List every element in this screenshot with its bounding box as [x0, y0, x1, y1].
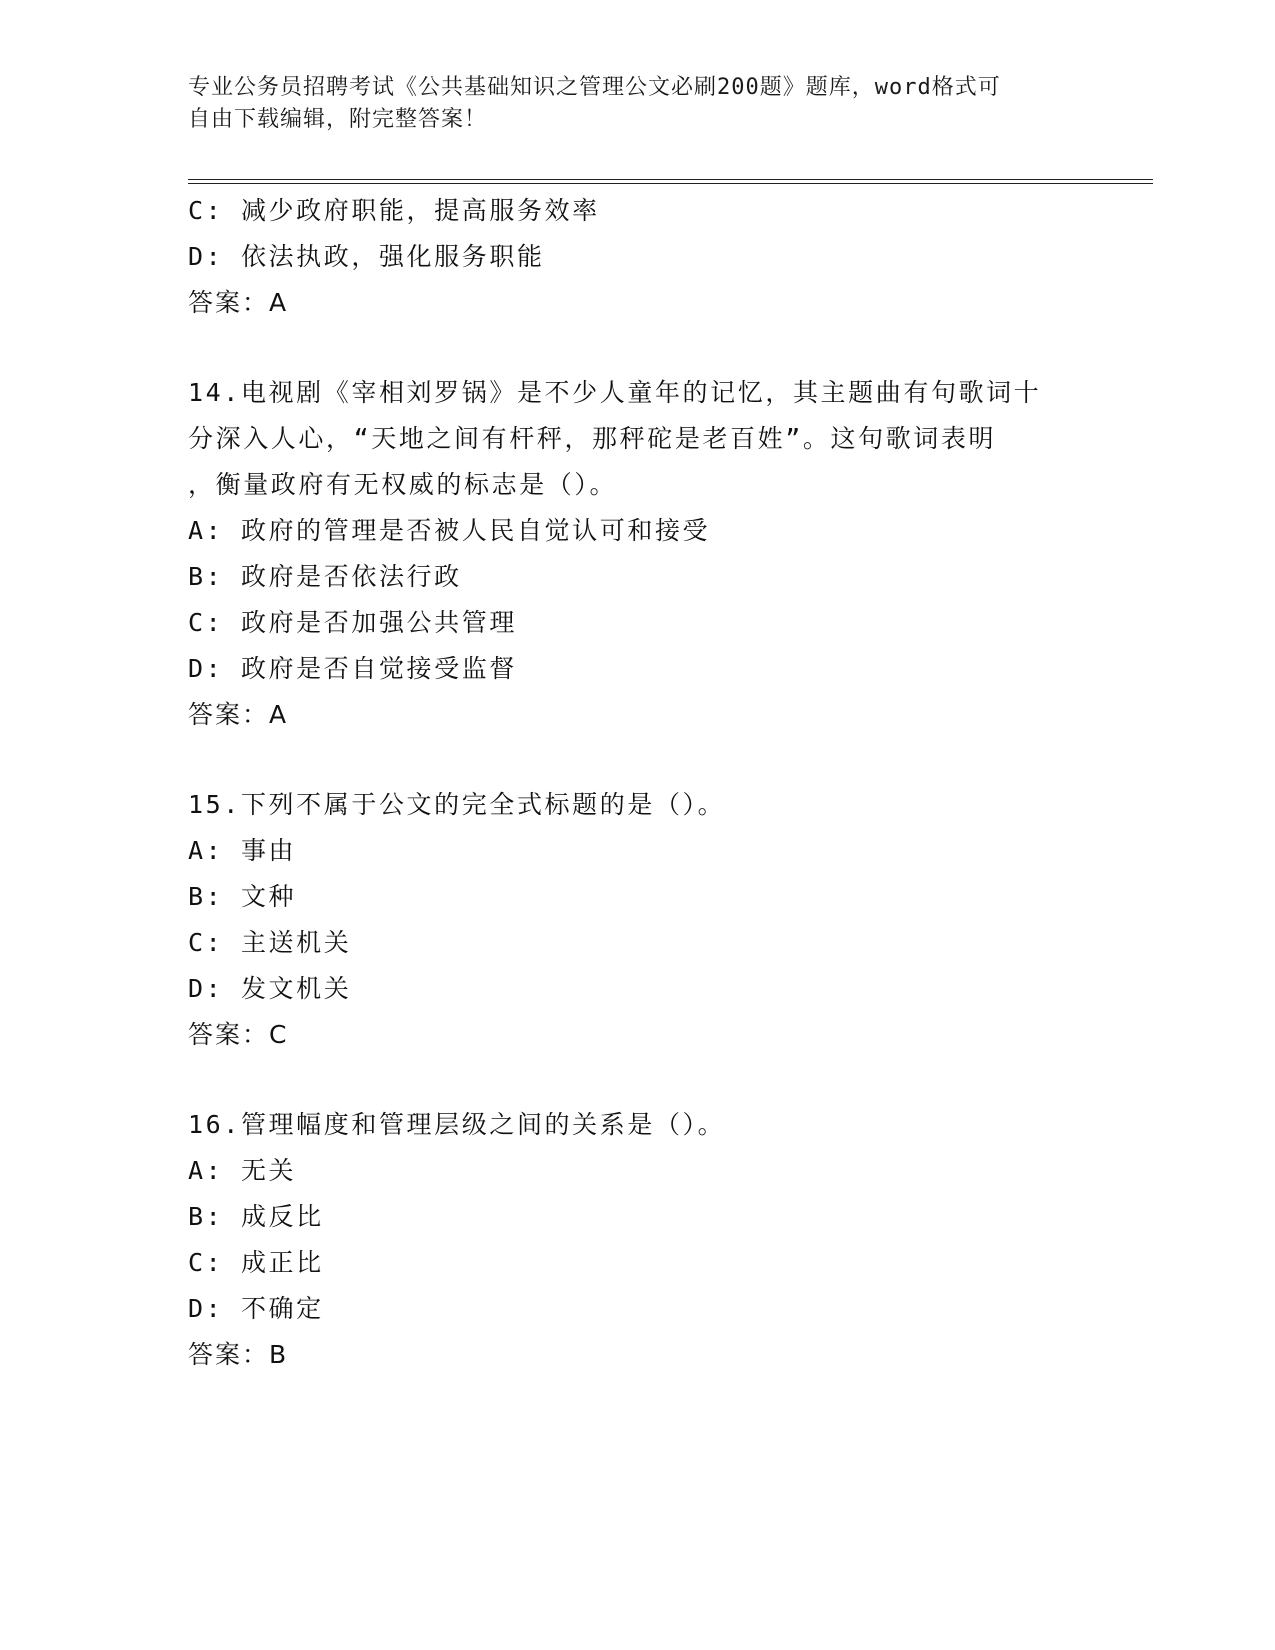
option-d: D: 不确定 [188, 1294, 324, 1323]
header-line-1: 专业公务员招聘考试《公共基础知识之管理公文必刷200题》题库，word格式可 [188, 75, 1001, 100]
header-divider-top [188, 179, 1153, 180]
question-stem-line: 15.下列不属于公文的完全式标题的是（）。 [188, 790, 726, 819]
answer-line: 答案：B [188, 1340, 289, 1369]
option-b: B: 成反比 [188, 1202, 324, 1231]
spacer [188, 738, 1088, 782]
header-divider-bottom [188, 183, 1153, 184]
option-c: C: 成正比 [188, 1248, 324, 1277]
option-c: C: 主送机关 [188, 928, 352, 957]
header-line-2: 自由下载编辑，附完整答案！ [188, 107, 488, 132]
spacer [188, 1058, 1088, 1102]
option-a: A: 事由 [188, 836, 297, 865]
option-d: D: 发文机关 [188, 974, 352, 1003]
question-stem-line: 14.电视剧《宰相刘罗锅》是不少人童年的记忆，其主题曲有句歌词十 [188, 378, 1042, 407]
spacer [188, 326, 1088, 370]
question-13-continued [188, 188, 1088, 326]
question-stem-line: 分深入人心，“天地之间有杆秤，那秤砣是老百姓”。这句歌词表明 [188, 424, 997, 453]
question-16 [188, 1102, 1088, 1378]
option-c: C: 政府是否加强公共管理 [188, 608, 517, 637]
question-stem-line: ，衡量政府有无权威的标志是（）。 [188, 470, 618, 499]
answer-line: 答案：C [188, 1020, 289, 1049]
answer-line: 答案：A [188, 700, 289, 729]
question-stem-line: 16.管理幅度和管理层级之间的关系是（）。 [188, 1110, 726, 1139]
option-a: A: 政府的管理是否被人民自觉认可和接受 [188, 516, 711, 545]
question-list [188, 188, 1088, 1378]
option-d: D: 政府是否自觉接受监督 [188, 654, 517, 683]
question-15 [188, 782, 1088, 1058]
option-d: D: 依法执政，强化服务职能 [188, 242, 545, 271]
answer-line: 答案：A [188, 288, 289, 317]
option-b: B: 文种 [188, 882, 297, 911]
question-14 [188, 370, 1088, 738]
option-c: C: 减少政府职能，提高服务效率 [188, 196, 600, 225]
document-header [188, 72, 1068, 136]
option-a: A: 无关 [188, 1156, 297, 1185]
option-b: B: 政府是否依法行政 [188, 562, 462, 591]
